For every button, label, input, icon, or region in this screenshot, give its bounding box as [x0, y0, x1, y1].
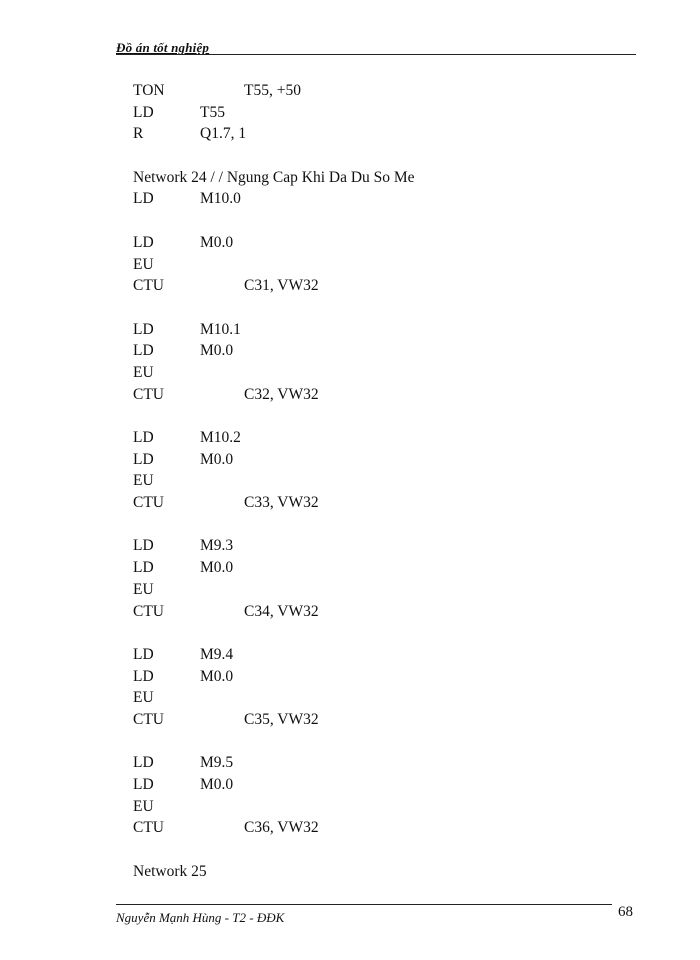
instruction-opcode: TON [133, 82, 165, 99]
instruction-line [133, 709, 613, 731]
instruction-line [133, 579, 613, 601]
instruction-operand: C33, VW32 [244, 494, 319, 512]
instruction-operand: C34, VW32 [244, 602, 319, 620]
instruction-operand: M0.0 [200, 559, 234, 577]
instruction-operand: C36, VW32 [244, 819, 319, 837]
instruction-opcode: CTU [133, 602, 164, 620]
instruction-line [133, 644, 613, 666]
instruction-opcode: CTU [133, 277, 164, 295]
instruction-opcode: EU [133, 580, 154, 598]
instruction-operand: M10.1 [200, 320, 241, 338]
instruction-operand: M0.0 [200, 450, 234, 468]
instruction-opcode: LD [133, 776, 154, 793]
network-label: Network 25 [133, 862, 207, 880]
page-number: 68 [618, 904, 633, 920]
instruction-operand: M10.2 [200, 429, 241, 446]
instruction-operand: M0.0 [200, 776, 234, 793]
instruction-operand: M9.5 [200, 754, 234, 772]
instruction-line [133, 774, 613, 796]
instruction-line [133, 102, 613, 124]
instruction-line [133, 427, 613, 449]
instruction-operand: T55, +50 [244, 82, 301, 99]
instruction-operand: M0.0 [200, 667, 234, 685]
instruction-line [133, 687, 613, 709]
network-heading [133, 167, 613, 189]
instruction-operand: M0.0 [200, 342, 234, 360]
instruction-operand: C35, VW32 [244, 710, 319, 728]
instruction-line [133, 557, 613, 579]
blank-line [133, 210, 613, 232]
instruction-opcode: EU [133, 689, 154, 707]
instruction-line [133, 796, 613, 818]
instruction-opcode: LD [133, 754, 154, 772]
instruction-line [133, 362, 613, 384]
instruction-operand: C32, VW32 [244, 385, 319, 403]
instruction-operand: M9.4 [200, 645, 234, 663]
instruction-line [133, 449, 613, 471]
instruction-line [133, 535, 613, 557]
blank-line [133, 405, 613, 427]
instruction-opcode: LD [133, 320, 154, 338]
blank-line [133, 622, 613, 644]
blank-line [133, 297, 613, 319]
instruction-opcode: CTU [133, 494, 164, 512]
instruction-operand: M9.3 [200, 537, 234, 555]
instruction-operand: T55 [200, 103, 225, 121]
instruction-opcode: EU [133, 472, 154, 490]
instruction-opcode: R [133, 125, 144, 143]
blank-line [133, 731, 613, 753]
network-label: Network 24 / / Ngung Cap Khi Da Du So Me [133, 168, 415, 186]
network-heading [133, 861, 613, 883]
instruction-opcode: LD [133, 559, 154, 577]
instruction-line [133, 817, 613, 839]
instruction-opcode: EU [133, 255, 154, 273]
instruction-operand: M10.0 [200, 190, 241, 208]
document-title: Đồ án tốt nghiệp [116, 40, 210, 55]
blank-line [133, 514, 613, 536]
instruction-line [133, 666, 613, 688]
instruction-opcode: CTU [133, 710, 164, 728]
header-divider [116, 54, 636, 55]
instruction-line [133, 232, 613, 254]
instruction-line [133, 254, 613, 276]
instruction-line [133, 752, 613, 774]
footer-author: Nguyễn Mạnh Hùng - T2 - ĐĐK [116, 910, 285, 925]
instruction-opcode: LD [133, 450, 154, 468]
blank-line [133, 145, 613, 167]
instruction-line [133, 275, 613, 297]
instruction-line [133, 384, 613, 406]
instruction-line [133, 470, 613, 492]
instruction-line [133, 340, 613, 362]
instruction-opcode: LD [133, 103, 154, 121]
instruction-operand: Q1.7, 1 [200, 125, 247, 143]
instruction-opcode: CTU [133, 819, 164, 837]
instruction-line [133, 123, 613, 145]
footer-divider [116, 904, 612, 905]
instruction-opcode: CTU [133, 385, 164, 403]
instruction-opcode: LD [133, 190, 154, 208]
instruction-operand: C31, VW32 [244, 277, 319, 295]
instruction-line [133, 492, 613, 514]
instruction-opcode: EU [133, 797, 154, 815]
instruction-line [133, 80, 613, 102]
instruction-opcode: LD [133, 645, 154, 663]
instruction-line [133, 188, 613, 210]
blank-line [133, 839, 613, 861]
instruction-opcode: LD [133, 233, 154, 251]
plc-program-listing [133, 80, 613, 882]
instruction-opcode: EU [133, 363, 154, 381]
instruction-line [133, 601, 613, 623]
instruction-operand: M0.0 [200, 233, 234, 251]
instruction-opcode: LD [133, 342, 154, 360]
instruction-opcode: LD [133, 667, 154, 685]
instruction-line [133, 319, 613, 341]
instruction-opcode: LD [133, 429, 154, 446]
instruction-opcode: LD [133, 537, 154, 555]
